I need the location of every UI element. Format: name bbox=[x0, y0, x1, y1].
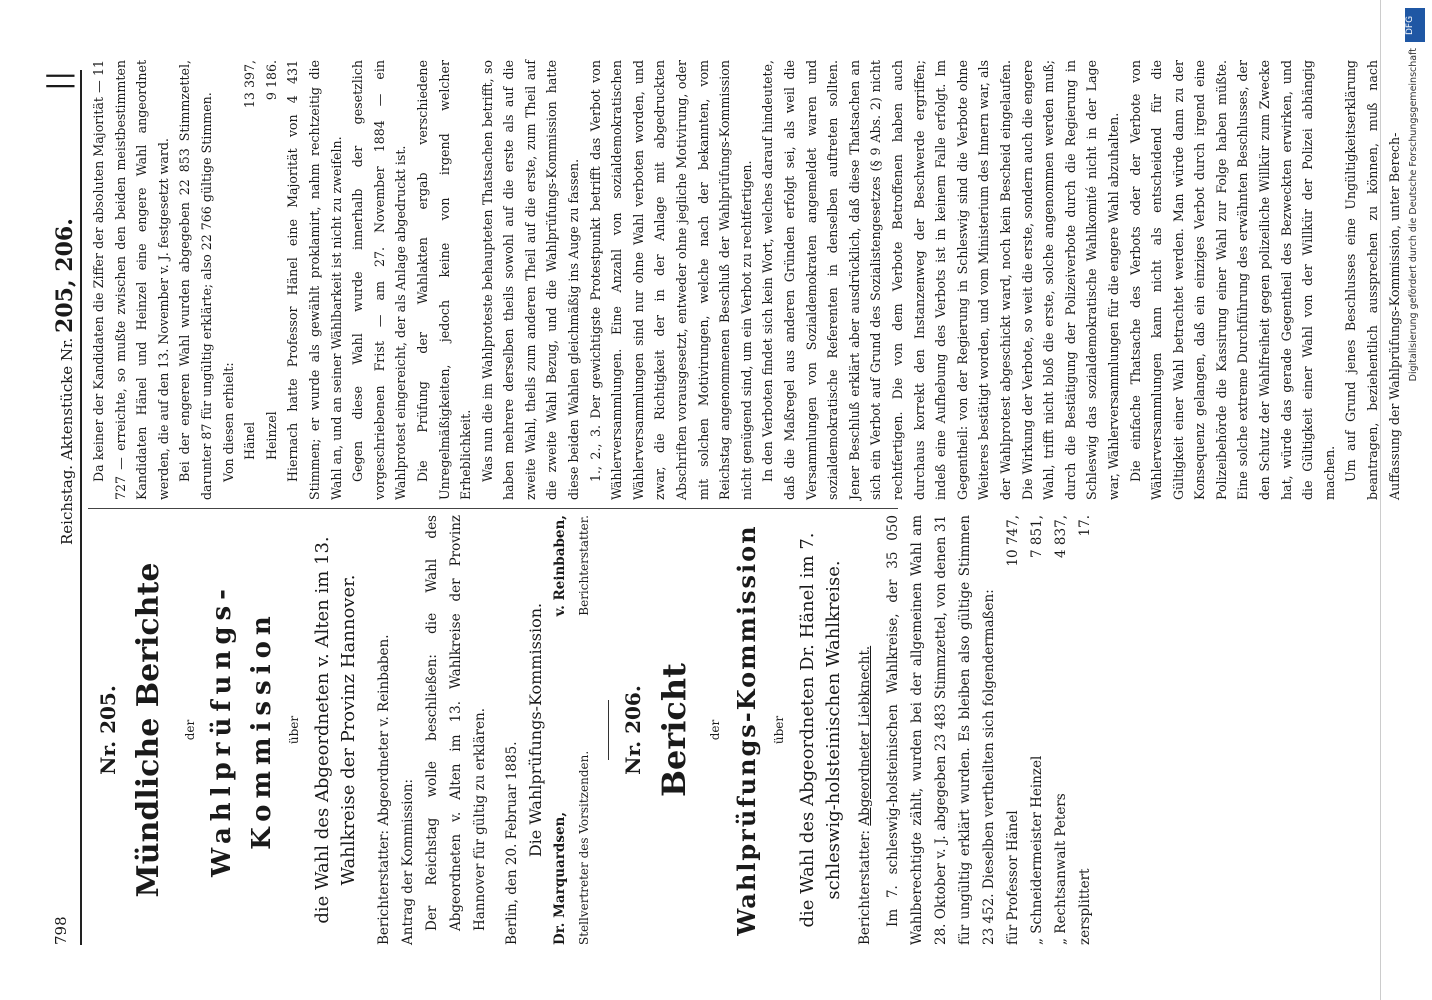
ueber-label: über bbox=[287, 715, 301, 745]
sig-left-role: Stellvertreter des Vorsitzenden. bbox=[577, 750, 591, 945]
vote-label: Hänel bbox=[242, 421, 258, 460]
subject-205: die Wahl des Abgeordneten v. Alten im 13. Wahlkreise der Provinz Hannover. bbox=[312, 536, 359, 924]
berichterstatter-206 bbox=[853, 515, 877, 945]
title-wahlpruefungs-kommission: Wahlprüfungs-Kommission bbox=[207, 583, 277, 877]
vote-value: 4 837, bbox=[1053, 515, 1069, 558]
berichterstatter-205: Berichterstatter: Abgeordneter v. Reinbaben. bbox=[376, 634, 392, 945]
separator-rule bbox=[608, 700, 609, 760]
para-p7: Was nun die im Wahlproteste behaupteten Thatsachen betrifft, so haben mehrere derselben theils sowohl auf die erste als auf die zweite Wahl, theils zum anderen Theil auf die erste, zum Theil auf die zweite Wahl Bezug, und die Wahlprüfungs-Kommission hatte diese beiden Wahlen gleichmäßig ins Auge zu fassen. bbox=[479, 60, 582, 500]
vote-label: für Professor Hänel bbox=[1005, 810, 1021, 945]
vote-value: 9 186. bbox=[263, 60, 279, 101]
dfg-sidebar bbox=[1402, 8, 1428, 996]
signature-roles bbox=[572, 515, 596, 945]
para-p2: Bei der engeren Wahl wurden abgegeben 22 853 Stimmzettel, darunter 87 für ungültig erklärte; also 22 766 gültige Stimmen. bbox=[177, 60, 214, 500]
berichterstatter-206-name: Abgeordneter Liebknecht. bbox=[857, 645, 873, 826]
para-p4: Hiernach hatte Professor Hänel eine Majorität von 4 431 Stimmen; er wurde als gewählt proklamirt, nahm rechtzeitig die Wahl an, und an seiner Wählbarkeit ist nicht zu zweifeln. bbox=[285, 60, 344, 500]
vote-row bbox=[261, 60, 283, 460]
dfg-credit-text: Digitalisierung gefördert durch die Deutsche Forschungsgemeinschaft bbox=[1408, 48, 1419, 382]
antrag-label: Antrag der Kommission: bbox=[400, 779, 416, 945]
para-p3: Von diesen erhielt: bbox=[220, 362, 236, 482]
sig-left-name: Dr. Marquardsen, bbox=[552, 811, 568, 945]
vote-value: 7 851, bbox=[1029, 515, 1045, 558]
vote-label: zersplittert bbox=[1077, 868, 1093, 945]
vote-row bbox=[1001, 515, 1025, 945]
sig-right-role: Berichterstatter. bbox=[577, 515, 591, 616]
column-divider bbox=[88, 508, 898, 509]
sig-right-name: v. Reinbaben, bbox=[552, 515, 568, 617]
title-bericht: Bericht bbox=[655, 663, 693, 797]
header-title bbox=[52, 218, 78, 545]
header-prefix: Reichstag. Aktenstücke Nr. bbox=[58, 337, 76, 545]
para-p1: Da keiner der Kandidaten die Ziffer der absoluten Majorität — 11 727 — erreichte, so mußte zwischen den beiden meistbestimmten Kandidaten Hänel und Heinzel eine engere Wahl angeordnet werden, die auf den 13. November v. J. festgesetzt ward. bbox=[91, 60, 171, 500]
para-p9: In den Verboten findet sich kein Wort, welches darauf hindeutete, daß die Maßregel aus anderen Gründen erfolgt sei, als weil die Versammlungen von Sozialdemokraten angemeldet waren und sozialdemokratische Referenten in denselben auftreten sollten. Jener Beschluß erklärt aber ausdrücklich, daß diese Thatsachen an sich ein Verbot auf Grund des Sozialistengesetzes (§ 9 Abs. 2) nicht rechtfertigen. Die von dem Verbote Betroffenen haben auch durchaus korrekt den Instanzenweg der Beschwerde ergriffen; indeß eine Aufhebung des Verbots ist in keinem Falle erfolgt. Im Gegentheil: von der Regierung in Schleswig sind die Verbote ohne Weiteres bestätigt worden, und vom Ministerium des Innern war, als der Wahlprotest abgeschickt ward, noch kein Bescheid eingelaufen. Die Wirkung der Verbote, so weit die erste, sondern auch die engere Wahl, trifft nicht bloß die erste, solche angenommen werden muß; durch die Bestätigung der Polizeiverbote durch die Regierung in Schleswig das sozialdemokratische Wahlkomité nicht in der Lage war, Wählerversammlungen für die engere Wahl abzuhalten. bbox=[760, 60, 1121, 500]
vote-list-2 bbox=[239, 60, 282, 500]
para-206-intro: Im 7. schleswig-holsteinischen Wahlkreise, der 35 050 Wahlberechtigte zählt, wurden bei der allgemeinen Wahl am 28. Oktober v. J. abgegeben 23 483 Stimmzettel, von denen 31 für ungültig erklärt wurden. Es bleiben also gültige Stimmen 23 452. Dieselben vertheilten sich folgendermaßen: bbox=[885, 515, 997, 945]
header-mark: || bbox=[42, 70, 75, 91]
para-p6: Die Prüfung der Wahlakten ergab verschiedene Unregelmäßigkeiten, jedoch keine von irgend welcher Erheblichkeit. bbox=[414, 60, 474, 500]
vote-value: 13 397, bbox=[242, 60, 258, 109]
page-header bbox=[40, 70, 82, 945]
page-number: 798 bbox=[52, 916, 70, 945]
dfg-badge: DFG bbox=[1405, 8, 1425, 42]
right-column bbox=[88, 60, 1405, 500]
header-numbers: 205, 206. bbox=[52, 218, 78, 333]
nr206-heading: Nr. 206. bbox=[621, 685, 645, 775]
ueber-label-2: über bbox=[772, 715, 786, 745]
para-p10: Die einfache Thatsache des Verbots oder der Verbote von Wählerversammlungen kann nicht als entscheidend für die Gültigkeit einer Wahl betrachtet werden. Man würde dann zu der Konsequenz gelangen, daß ein einziges Verbot durch irgend eine Polizeibehörde die Kassirung einer Wahl zur Folge haben müßte. Eine solche extreme Durchführung des erwähnten Beschlusses, der den Schutz der Wahlfreiheit gegen polizeiliche Willkür zum Zwecke hat, würde das gerade Gegentheil des Bezweckten erwirken, und die Gültigkeit einer Wahl von der Willkür der Polizei abhängig machen. bbox=[1127, 60, 1337, 500]
vote-row bbox=[1073, 515, 1097, 945]
vote-label: „ Rechtsanwalt Peters bbox=[1053, 793, 1069, 945]
left-column bbox=[88, 515, 1097, 945]
para-p11: Um auf Grund jenes Beschlusses eine Ungültigkeitserklärung beantragen, beziehentlich aussprechen zu können, muß nach Auffassung der Wahlprüfungs-Kommission, unter Berech- bbox=[1343, 60, 1402, 500]
der-label-2: der bbox=[708, 719, 722, 741]
vote-value: 10 747, bbox=[1005, 515, 1021, 567]
scan-edge bbox=[1380, 0, 1381, 1000]
title-wahlpruefungs-kommission-2: Wahlprüfungs-Kommission bbox=[732, 524, 761, 936]
nr205-heading: Nr. 205. bbox=[96, 685, 120, 775]
date-line: Berlin, den 20. Februar 1885. bbox=[504, 741, 520, 945]
antrag-text: Der Reichstag wolle beschließen: die Wahl des Abgeordneten v. Alten im 13. Wahlkreise der Provinz Hannover für gültig zu erklären. bbox=[424, 515, 488, 931]
vote-row bbox=[1025, 515, 1049, 945]
para-p8: 1., 2., 3. Der gewichtigste Protestpunkt betrifft das Verbot von Wählerversammlungen. Eine Anzahl von sozialdemokratischen Wählerversammlungen sind nur ohne Wahl verboten worden, und zwar, die Richtigkeit der in der Anlage mit abgedruckten Abschriften vorausgesetzt, entweder ohne jegliche Motivirung, oder mit solchen Motivirungen, welche nach der bekannten, vom Reichstag angenommenen Beschluß der Wahlprüfungs-Kommission nicht genügend sind, um ein Verbot zu rechtfertigen. bbox=[587, 60, 754, 500]
vote-label: Heinzel bbox=[263, 411, 279, 460]
vote-value: 17. bbox=[1077, 515, 1093, 537]
vote-label: „ Schneidermeister Heinzel bbox=[1029, 755, 1045, 945]
der-label: der bbox=[183, 719, 197, 741]
vote-list-1 bbox=[1001, 515, 1097, 945]
vote-row bbox=[1049, 515, 1073, 945]
signature-names bbox=[548, 515, 572, 945]
kommission-line: Die Wahlprüfungs-Kommission. bbox=[526, 602, 545, 858]
berichterstatter-206-label: Berichterstatter: bbox=[857, 829, 873, 945]
para-p5: Gegen diese Wahl wurde innerhalb der gesetzlich vorgeschriebenen Frist — am 27. November 1884 — ein Wahlprotest eingereicht, der als Anlage abgedruckt ist. bbox=[350, 60, 409, 500]
vote-row bbox=[239, 60, 261, 460]
title-muendliche-berichte: Mündliche Berichte bbox=[131, 562, 166, 898]
subject-206: die Wahl des Abgeordneten Dr. Hänel im 7. schleswig-holsteinischen Wahlkreise. bbox=[797, 532, 844, 928]
